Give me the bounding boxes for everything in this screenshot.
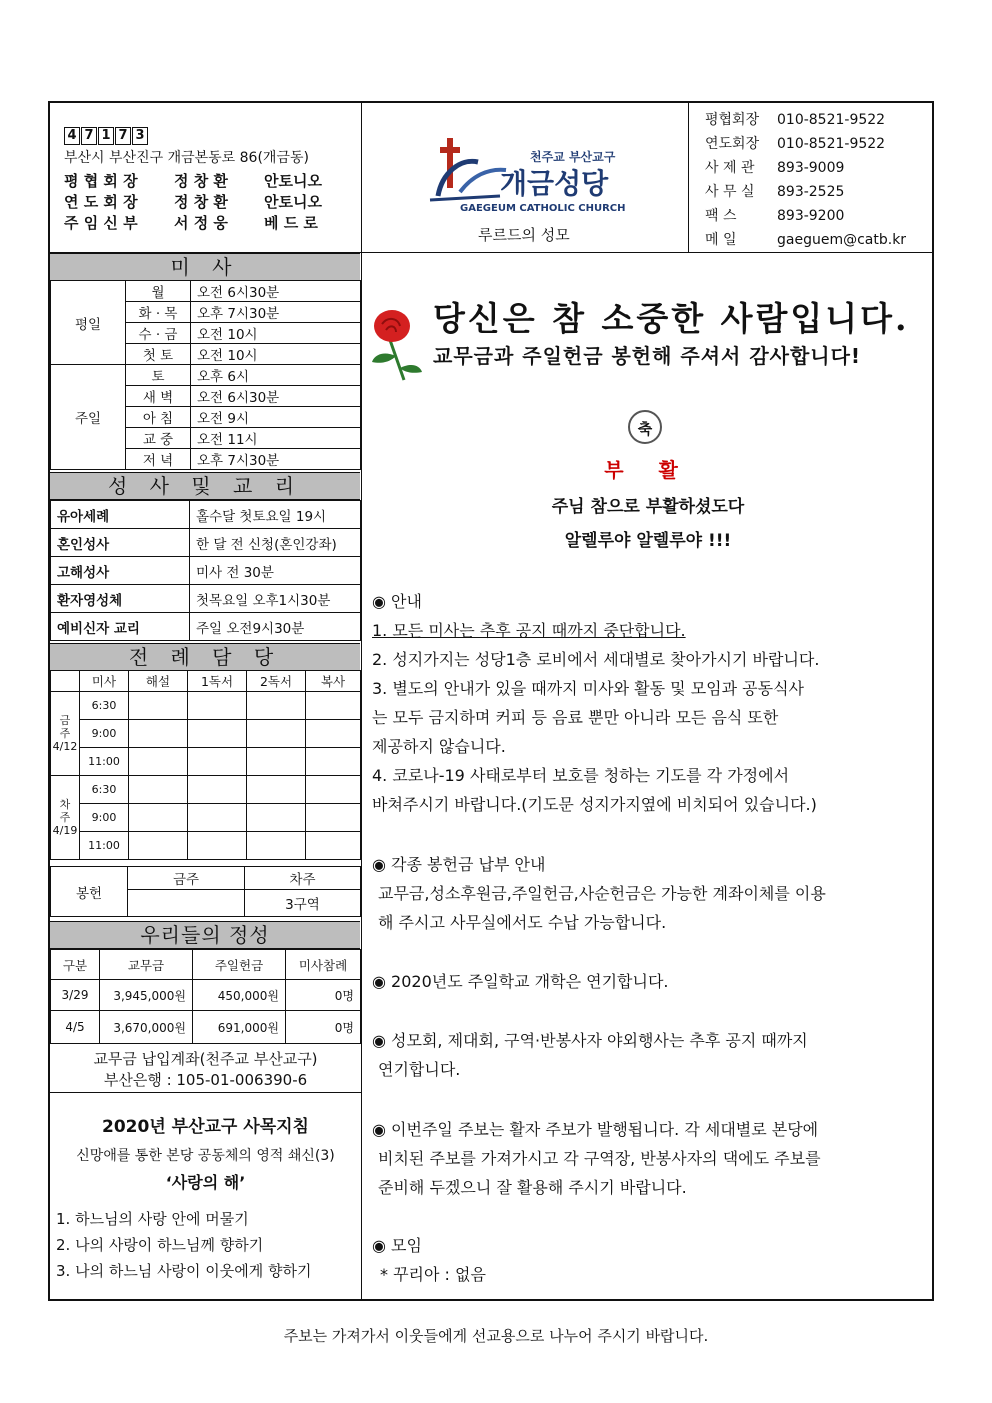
liturgy-time: 11:00 [80,748,129,776]
liturgy-table [50,670,361,860]
mass-day: 토 [126,365,191,386]
contact-value: 893-9009 [777,160,845,176]
footer-note: 주보는 가져가서 이웃들에게 선교용으로 나누어 주시기 바랍니다. [283,1327,709,1345]
mass-time: 오후 7시30분 [191,449,361,470]
mass-day: 월 [126,281,191,302]
mass-day: 첫 토 [126,344,191,365]
mass-day: 저 녁 [126,449,191,470]
offering-table [50,866,361,917]
sacrament-value: 미사 전 30분 [190,557,361,585]
contact-value: 010-8521-9522 [777,136,886,152]
easter-title: 부 활 [604,458,692,482]
mass-time: 오전 6시30분 [191,386,361,407]
address: 부산시 부산진구 개금본동로 86(개금동) [64,150,309,166]
column-divider [361,101,362,1301]
liturgy-header: 미사 [80,671,129,692]
meeting-item: * 꾸리아 : 없음 [380,1265,486,1284]
rose-icon [368,306,424,384]
headline: 당신은 참 소중한 사람입니다. [433,299,910,338]
notice-item: 2. 성지가지는 성당1층 로비에서 세대별로 찾아가시기 바랍니다. [372,650,820,669]
mass-title: 미 사 [50,253,360,281]
mass-day: 화 · 목 [126,302,191,323]
notice-item: 1. 모든 미사는 추후 공지 때까지 중단합니다. [372,621,686,640]
contact-value: 010-8521-9522 [777,112,886,128]
mass-day: 수 · 금 [126,323,191,344]
giving-attendance: 0명 [286,1011,361,1044]
contact-value: gaeguem@catb.kr [777,232,907,248]
bulletin-notice-line: ◉ 이번주일 주보는 활자 주보가 발행됩니다. 각 세대별로 본당에 [372,1120,819,1139]
postcode-digit: 3 [132,127,148,145]
week-char: 차 [59,798,71,811]
week-char: 주 [59,811,71,824]
sacrament-name: 고해성사 [51,557,190,585]
mass-time: 오전 10시 [191,323,361,344]
easter-line1: 주님 참으로 부활하셨도다 [551,497,745,517]
account-number: 부산은행 : 105-01-006390-6 [103,1071,308,1089]
giving-header: 구분 [51,950,100,980]
mass-day: 새 벽 [126,386,191,407]
mass-time: 오전 9시 [191,407,361,428]
week-date: 4/12 [52,740,78,753]
officer-name: 정 창 환 [174,172,228,190]
sacraments-title: 성 사 및 교 리 [50,472,360,500]
meeting-title: ◉ 모임 [372,1236,422,1255]
logo-diocese: 천주교 부산교구 [530,150,616,164]
offering-notice-line: 교무금,성소후원금,주일헌금,사순헌금은 가능한 계좌이체를 이용 [378,884,826,903]
postcode [64,124,149,145]
logo-church-name: 개금성당 [500,167,609,200]
giving-table [50,949,361,1044]
sunday-label: 주일 [51,365,126,470]
giving-header: 주일헌금 [193,950,286,980]
mass-time: 오후 6시 [191,365,361,386]
liturgy-time: 6:30 [80,776,129,804]
liturgy-time: 11:00 [80,832,129,860]
contact-value: 893-9200 [777,208,845,224]
officer-row [64,212,344,233]
pastoral-divider [48,1092,361,1093]
giving-header: 미사참례 [286,950,361,980]
offering-label: 봉헌 [51,867,128,917]
pastoral-theme: ‘사랑의 해’ [165,1173,246,1192]
offering-this-week: 금주 [128,867,245,890]
contact-list [705,108,906,252]
contact-label: 평협회장 [705,112,760,128]
logo-english: GAEGEUM CATHOLIC CHURCH [460,203,626,214]
giving-attendance: 0명 [286,980,361,1011]
officer-name: 정 창 환 [174,193,228,211]
giving-date: 3/29 [51,980,100,1011]
postcode-digit: 1 [98,127,114,145]
officer-baptism: 안토니오 [264,172,322,190]
officer-role: 주 임 신 부 [64,214,138,232]
sacrament-value: 첫목요일 오후1시30분 [190,585,361,613]
sacraments-table [50,500,361,641]
bulletin-notice-line: 준비해 두겠으니 잘 활용해 주시기 바랍니다. [378,1178,687,1197]
offering-notice-title: ◉ 각종 봉헌금 납부 안내 [372,855,546,874]
easter-line2: 알렐루야 알렐루야 !!! [564,531,732,551]
week-char: 주 [59,727,71,740]
officer-row [64,191,344,212]
notice-item: 제공하지 않습니다. [372,737,506,756]
giving-sunday: 450,000원 [193,980,286,1011]
sacrament-value: 한 달 전 신청(혼인강좌) [190,529,361,557]
contact-label: 사 무 실 [705,184,755,200]
giving-header: 교무금 [100,950,193,980]
church-logo-icon [420,118,510,208]
sacrament-name: 환자영성체 [51,585,190,613]
giving-dues: 3,670,000원 [100,1011,193,1044]
events-notice-line: 연기합니다. [378,1060,461,1079]
sacrament-name: 혼인성사 [51,529,190,557]
celebrate-badge: 축 [628,410,662,444]
sacrament-value: 홀수달 첫토요일 19시 [190,501,361,529]
mass-table [50,280,361,470]
officer-row [64,170,344,191]
liturgy-header: 해설 [129,671,188,692]
pastoral-item: 3. 나의 하느님 사랑이 이웃에게 향하기 [56,1262,312,1280]
liturgy-header: 2독서 [247,671,306,692]
mass-day: 아 침 [126,407,191,428]
pastoral-title: 2020년 부산교구 사목지침 [102,1117,309,1137]
notice-title: ◉ 안내 [372,592,422,611]
week-date: 4/19 [52,824,78,837]
liturgy-time: 9:00 [80,804,129,832]
contact-label: 메 일 [705,232,737,248]
officer-baptism: 베 드 로 [264,214,318,232]
contact-label: 사 제 관 [705,160,755,176]
liturgy-time: 9:00 [80,720,129,748]
contact-value: 893-2525 [777,184,845,200]
patron: 루르드의 성모 [478,226,570,244]
giving-dues: 3,945,000원 [100,980,193,1011]
liturgy-time: 6:30 [80,692,129,720]
liturgy-header: 복사 [306,671,361,692]
contact-label: 팩 스 [705,208,737,224]
pastoral-item: 2. 나의 사랑이 하느님께 향하기 [56,1236,264,1254]
officer-name: 서 정 웅 [174,214,228,232]
sacrament-name: 유아세례 [51,501,190,529]
postcode-digit: 4 [64,127,80,145]
offering-notice-line: 해 주시고 사무실에서도 수납 가능합니다. [378,913,667,932]
next-week-label [51,776,80,860]
giving-sunday: 691,000원 [193,1011,286,1044]
account-title: 교무금 납입계좌(천주교 부산교구) [93,1050,318,1068]
sacrament-name: 예비신자 교리 [51,613,190,641]
events-notice-line: ◉ 성모회, 제대회, 구역·반봉사자 야외행사는 추후 공지 때까지 [372,1031,808,1050]
mass-time: 오전 6시30분 [191,281,361,302]
officer-role: 평 협 회 장 [64,172,138,190]
pastoral-subtitle: 신망애를 통한 본당 공동체의 영적 쇄신(3) [76,1148,335,1164]
liturgy-title: 전 례 담 당 [50,643,360,671]
this-week-label [51,692,80,776]
mass-time: 오후 7시30분 [191,302,361,323]
notice-item: 바쳐주시기 바랍니다.(기도문 성지가지옆에 비치되어 있습니다.) [372,795,817,814]
giving-title: 우리들의 정성 [50,921,360,949]
contact-label: 연도회장 [705,136,760,152]
bulletin-notice-line: 비치된 주보를 가져가시고 각 구역장, 반봉사자의 댁에도 주보를 [378,1149,821,1168]
mass-day: 교 중 [126,428,191,449]
liturgy-header: 1독서 [188,671,247,692]
postcode-digit: 7 [81,127,97,145]
pastoral-item: 1. 하느님의 사랑 안에 머물기 [56,1210,249,1228]
officer-baptism: 안토니오 [264,193,322,211]
notice-item: 4. 코로나-19 사태로부터 보호를 청하는 기도를 각 가정에서 [372,766,790,785]
offering-next-value: 3구역 [245,890,361,917]
week-char: 금 [59,714,71,727]
postcode-digit: 7 [115,127,131,145]
school-notice: ◉ 2020년도 주일학교 개학은 연기합니다. [372,972,669,991]
mass-time: 오전 10시 [191,344,361,365]
giving-date: 4/5 [51,1011,100,1044]
sacrament-value: 주일 오전9시30분 [190,613,361,641]
subheadline: 교무금과 주일헌금 봉헌해 주셔서 감사합니다! [433,344,862,368]
notice-item: 는 모두 금지하며 커피 등 음료 뿐만 아니라 모든 음식 또한 [372,708,779,727]
offering-next-week: 차주 [245,867,361,890]
mass-time: 오전 11시 [191,428,361,449]
weekday-label: 평일 [51,281,126,365]
notice-item: 3. 별도의 안내가 있을 때까지 미사와 활동 및 모임과 공동식사 [372,679,804,698]
officer-role: 연 도 회 장 [64,193,138,211]
contact-divider [688,101,689,252]
